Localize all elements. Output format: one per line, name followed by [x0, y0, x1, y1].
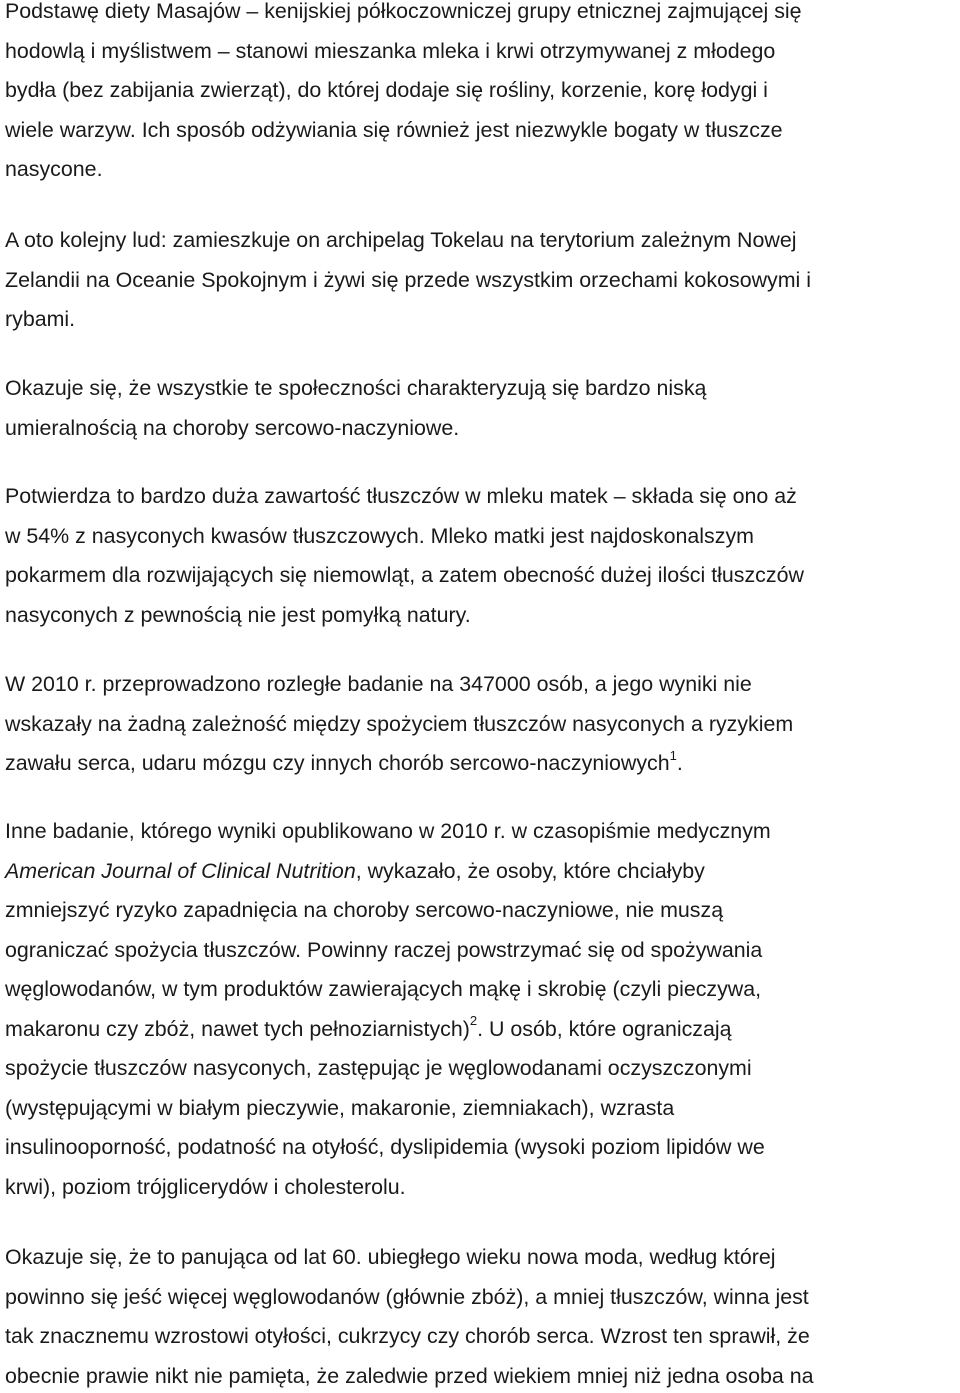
text-line: Zelandii na Oceanie Spokojnym i żywi się przede wszystkim orzechami kokosowymi i: [5, 267, 812, 292]
text-line: hodowlą i myślistwem – stanowi mieszanka mleka i krwi otrzymywanej z młodego: [5, 38, 776, 63]
text-line: Potwierdza to bardzo duża zawartość tłuszczów w mleku matek – składa się ono aż: [5, 484, 797, 508]
line-text: makaronu czy zbóż, nawet tych pełnoziarnistych): [5, 1016, 470, 1041]
text-line: [5, 1010, 957, 1050]
text-line: spożycie tłuszczów nasyconych, zastępując je węglowodanami oczyszczonymi: [5, 1056, 752, 1080]
paragraph-low-fat-trend: [5, 1238, 957, 1393]
text-line: bydła (bez zabijania zwierząt), do której dodaje się rośliny, korzenie, korę łodygi i: [5, 78, 768, 102]
text-line: [5, 852, 957, 892]
text-line: nasycone.: [5, 157, 103, 181]
text-line: tak znacznemu wzrostowi otyłości, cukrzycy czy chorób serca. Wzrost ten sprawił, że: [5, 1324, 810, 1348]
line-text: .: [676, 751, 683, 775]
paragraph-tokelau: [5, 221, 957, 340]
paragraph-breast-milk: [5, 477, 957, 635]
text-line: (występującymi w białym pieczywie, makaronie, ziemniakach), wzrasta: [5, 1095, 675, 1120]
text-line: wskazały na żadną zależność między spożyciem tłuszczów nasyconych a ryzykiem: [5, 711, 794, 736]
text-line: zmniejszyć ryzyko zapadnięcia na choroby sercowo-naczyniowe, nie muszą: [5, 898, 724, 922]
paragraph-masai-diet: [5, 0, 957, 190]
footnote-marker: 2: [469, 1013, 478, 1029]
text-line: nasyconych z pewnością nie jest pomyłką natury.: [5, 602, 471, 627]
line-text: zawału serca, udaru mózgu czy innych chorób sercowo-naczyniowych: [5, 751, 670, 775]
text-line: insulinooporność, podatność na otyłość, dyslipidemia (wysoki poziom lipidów we: [5, 1135, 765, 1159]
paragraph-2010-study: [5, 665, 957, 784]
text-line: W 2010 r. przeprowadzono rozległe badanie na 347000 osób, a jego wyniki nie: [5, 672, 752, 696]
text-line: wiele warzyw. Ich sposób odżywiania się również jest niezwykle bogaty w tłuszcze: [5, 117, 783, 142]
text-line: [5, 744, 957, 784]
text-line: Okazuje się, że to panująca od lat 60. ubiegłego wieku nowa moda, według której: [5, 1245, 776, 1269]
text-line: umieralnością na choroby sercowo-naczyniowe.: [5, 415, 460, 440]
paragraph-ajcn-study: [5, 812, 957, 1207]
text-line: krwi), poziom trójglicerydów i cholesterolu.: [5, 1174, 406, 1199]
text-line: ograniczać spożycia tłuszczów. Powinny raczej powstrzymać się od spożywania: [5, 937, 763, 962]
text-line: pokarmem dla rozwijających się niemowląt, a zatem obecność dużej ilości tłuszczów: [5, 563, 804, 587]
text-line: powinno się jeść więcej węglowodanów (głównie zbóż), a mniej tłuszczów, winna jest: [5, 1284, 809, 1309]
line-text: , wykazało, że osoby, które chciałyby: [355, 858, 705, 883]
text-line: w 54% z nasyconych kwasów tłuszczowych. Mleko matki jest najdoskonalszym: [5, 523, 754, 548]
text-line: Okazuje się, że wszystkie te społeczności charakteryzują się bardzo niską: [5, 376, 707, 400]
text-line: węglowodanów, w tym produktów zawierających mąkę i skrobię (czyli pieczywa,: [5, 977, 762, 1001]
line-text: . U osób, które ograniczają: [477, 1016, 732, 1041]
text-line: obecnie prawie nikt nie pamięta, że zaledwie przed wiekiem mniej niż jedna osoba na: [5, 1363, 814, 1388]
footnote-marker: 1: [669, 747, 677, 763]
text-line: Inne badanie, którego wyniki opublikowano w 2010 r. w czasopiśmie medycznym: [5, 819, 771, 843]
paragraph-low-mortality: [5, 369, 957, 448]
journal-title: American Journal of Clinical Nutrition: [5, 858, 356, 883]
text-line: Podstawę diety Masajów – kenijskiej półkoczowniczej grupy etnicznej zajmującej się: [5, 0, 802, 23]
text-line: rybami.: [5, 307, 76, 331]
text-line: A oto kolejny lud: zamieszkuje on archipelag Tokelau na terytorium zależnym Nowej: [5, 228, 797, 252]
